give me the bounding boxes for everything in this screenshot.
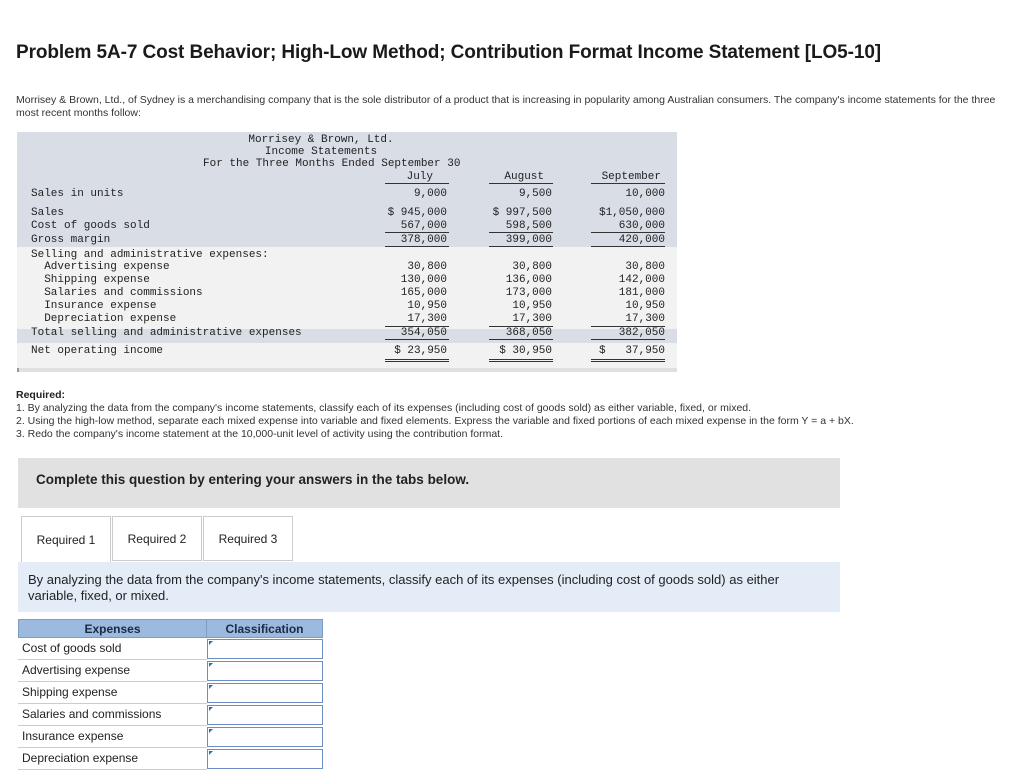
page-title: Problem 5A-7 Cost Behavior; High-Low Method; Contribution Format Income Statement [LO5-10] bbox=[16, 42, 882, 63]
underline bbox=[385, 246, 449, 247]
row-label-advertising-expense: Advertising expense bbox=[31, 261, 170, 273]
grid-header-classification: Classification bbox=[206, 619, 323, 638]
cell-cost-of-goods-sold-august: 598,500 bbox=[505, 220, 552, 232]
double-underline bbox=[489, 359, 553, 362]
cell-gross-margin-september: 420,000 bbox=[618, 234, 665, 246]
grid-row-label: Salaries and commissions bbox=[18, 704, 207, 726]
col-header-september: September bbox=[601, 171, 661, 183]
underline bbox=[591, 246, 665, 247]
dropdown-indicator-icon bbox=[209, 641, 213, 645]
grid-row-label: Cost of goods sold bbox=[18, 638, 207, 660]
row-label-selling-admin-header: Selling and administrative expenses: bbox=[31, 249, 269, 261]
row-label-cost-of-goods-sold: Cost of goods sold bbox=[31, 220, 150, 232]
double-underline bbox=[385, 359, 449, 362]
row-label-salaries-and-commissions: Salaries and commissions bbox=[31, 287, 203, 299]
dropdown-indicator-icon bbox=[209, 729, 213, 733]
horizontal-scrollbar[interactable] bbox=[17, 368, 677, 372]
classification-dropdown[interactable] bbox=[207, 639, 323, 659]
income-statement-table bbox=[17, 132, 677, 370]
col-underline-august bbox=[489, 183, 553, 184]
cell-salaries-and-commissions-august: 173,000 bbox=[505, 287, 552, 299]
grid-row bbox=[18, 704, 323, 726]
grid-header-expenses: Expenses bbox=[18, 619, 207, 638]
cell-cost-of-goods-sold-september: 630,000 bbox=[618, 220, 665, 232]
underline bbox=[489, 326, 553, 327]
dropdown-indicator-icon bbox=[209, 663, 213, 667]
cell-depreciation-expense-august: 17,300 bbox=[512, 313, 552, 325]
col-header-july: July bbox=[406, 171, 433, 183]
cell-advertising-expense-august: 30,800 bbox=[512, 261, 552, 273]
underline bbox=[385, 339, 449, 340]
grid-row bbox=[18, 638, 323, 660]
required-heading: Required: bbox=[16, 389, 66, 401]
underline bbox=[591, 339, 665, 340]
cell-total-selling-admin-july: 354,050 bbox=[400, 327, 447, 339]
underline bbox=[489, 339, 553, 340]
grid-row-label: Insurance expense bbox=[18, 726, 207, 748]
row-label-shipping-expense: Shipping expense bbox=[31, 274, 150, 286]
dropdown-indicator-icon bbox=[209, 685, 213, 689]
cell-sales-in-units-august: 9,500 bbox=[518, 188, 552, 200]
tab-required-3[interactable]: Required 3 bbox=[203, 516, 293, 561]
complete-question-label: Complete this question by entering your answers in the tabs below. bbox=[36, 472, 470, 487]
cell-sales-september: $1,050,000 bbox=[598, 207, 665, 219]
cell-insurance-expense-august: 10,950 bbox=[512, 300, 552, 312]
row-label-sales-in-units: Sales in units bbox=[31, 188, 124, 200]
required-item-1: 1. By analyzing the data from the company's income statements, classify each of its expenses (including cost of goods sold) as either variable, fixed, or mixed. bbox=[16, 402, 752, 414]
underline bbox=[591, 232, 665, 233]
row-label-net-operating-income: Net operating income bbox=[31, 345, 164, 357]
grid-row bbox=[18, 748, 323, 770]
underline bbox=[489, 232, 553, 233]
cell-total-selling-admin-august: 368,050 bbox=[505, 327, 552, 339]
tab-required-1[interactable]: Required 1 bbox=[21, 516, 111, 562]
cell-insurance-expense-september: 10,950 bbox=[625, 300, 665, 312]
col-header-august: August bbox=[504, 171, 544, 183]
underline bbox=[385, 326, 449, 327]
cell-net-operating-income-july: $ 23,950 bbox=[394, 345, 447, 357]
cell-cost-of-goods-sold-july: 567,000 bbox=[400, 220, 447, 232]
required-item-3: 3. Redo the company's income statement at the 10,000-unit level of activity using the contribution format. bbox=[16, 428, 504, 440]
classification-dropdown[interactable] bbox=[207, 727, 323, 747]
classification-dropdown[interactable] bbox=[207, 749, 323, 769]
row-label-gross-margin: Gross margin bbox=[31, 234, 111, 246]
cell-gross-margin-august: 399,000 bbox=[505, 234, 552, 246]
grid-row-label: Advertising expense bbox=[18, 660, 207, 682]
cell-advertising-expense-september: 30,800 bbox=[625, 261, 665, 273]
cell-depreciation-expense-september: 17,300 bbox=[625, 313, 665, 325]
cell-sales-in-units-july: 9,000 bbox=[413, 188, 447, 200]
row-label-total-selling-admin: Total selling and administrative expenses bbox=[31, 327, 302, 339]
cell-shipping-expense-july: 130,000 bbox=[400, 274, 447, 286]
required-item-2: 2. Using the high-low method, separate each mixed expense into variable and fixed elements. Express the variable and fixed portions of each mixed expense in the form Y = a + bX. bbox=[16, 415, 854, 427]
classification-dropdown[interactable] bbox=[207, 705, 323, 725]
underline bbox=[489, 246, 553, 247]
underline bbox=[385, 232, 449, 233]
dropdown-indicator-icon bbox=[209, 707, 213, 711]
cell-advertising-expense-july: 30,800 bbox=[407, 261, 447, 273]
cell-insurance-expense-july: 10,950 bbox=[407, 300, 447, 312]
cell-sales-august: $ 997,500 bbox=[492, 207, 552, 219]
underline bbox=[591, 326, 665, 327]
cell-shipping-expense-september: 142,000 bbox=[618, 274, 665, 286]
grid-row bbox=[18, 660, 323, 682]
cell-gross-margin-july: 378,000 bbox=[400, 234, 447, 246]
col-underline-july bbox=[385, 183, 449, 184]
classification-dropdown[interactable] bbox=[207, 661, 323, 681]
row-label-insurance-expense: Insurance expense bbox=[31, 300, 157, 312]
cell-net-operating-income-august: $ 30,950 bbox=[499, 345, 552, 357]
cell-depreciation-expense-july: 17,300 bbox=[407, 313, 447, 325]
statement-company: Morrisey & Brown, Ltd. bbox=[248, 134, 394, 146]
cell-total-selling-admin-september: 382,050 bbox=[618, 327, 665, 339]
tab-required-2[interactable]: Required 2 bbox=[112, 516, 202, 561]
statement-period: For the Three Months Ended September 30 bbox=[203, 158, 461, 170]
cell-salaries-and-commissions-july: 165,000 bbox=[400, 287, 447, 299]
dropdown-indicator-icon bbox=[209, 751, 213, 755]
row-label-sales: Sales bbox=[31, 207, 65, 219]
classification-dropdown[interactable] bbox=[207, 683, 323, 703]
grid-row-label: Depreciation expense bbox=[18, 748, 207, 770]
grid-row bbox=[18, 726, 323, 748]
statement-name: Income Statements bbox=[264, 146, 378, 158]
double-underline bbox=[591, 359, 665, 362]
tab-instruction: By analyzing the data from the company's income statements, classify each of its expenses (including cost of goods sold) as either variable, fixed, or mixed. bbox=[18, 562, 840, 612]
cell-sales-july: $ 945,000 bbox=[387, 207, 447, 219]
col-underline-september bbox=[591, 183, 665, 184]
cell-net-operating-income-september: $ 37,950 bbox=[598, 345, 665, 357]
intro-paragraph: Morrisey & Brown, Ltd., of Sydney is a merchandising company that is the sole distributor of a product that is increasing in popularity among Australian consumers. The company's income statements for the three most recent months follow: bbox=[16, 94, 996, 119]
grid-row bbox=[18, 682, 323, 704]
cell-salaries-and-commissions-september: 181,000 bbox=[618, 287, 665, 299]
row-label-depreciation-expense: Depreciation expense bbox=[31, 313, 177, 325]
cell-shipping-expense-august: 136,000 bbox=[505, 274, 552, 286]
cell-sales-in-units-september: 10,000 bbox=[625, 188, 665, 200]
grid-row-label: Shipping expense bbox=[18, 682, 207, 704]
complete-question-banner bbox=[18, 458, 840, 508]
